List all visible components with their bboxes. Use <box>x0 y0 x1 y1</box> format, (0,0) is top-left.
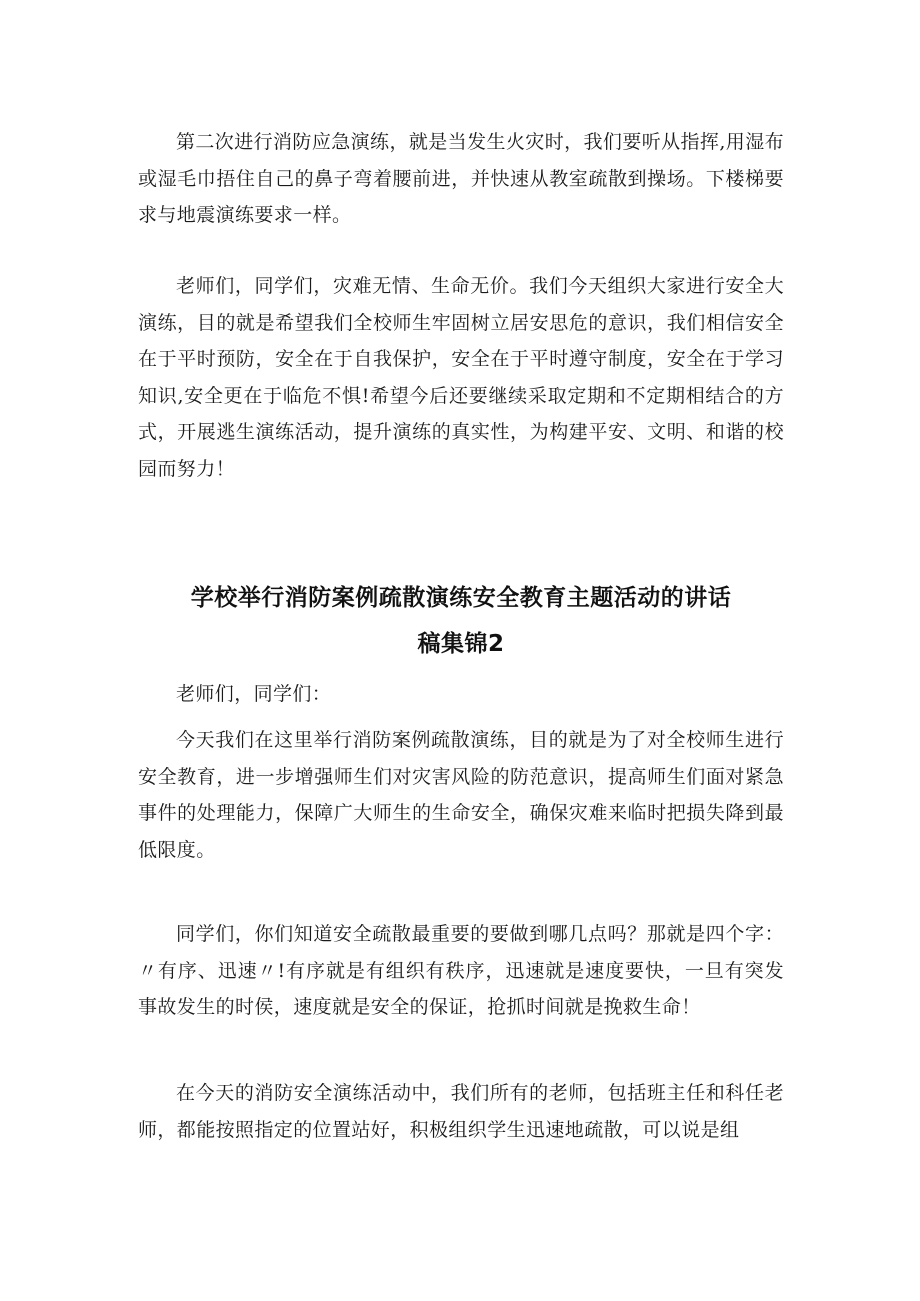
document-title-line1: 学校举行消防案例疏散演练安全教育主题活动的讲话 <box>190 585 732 611</box>
paragraph-teachers-role: 在今天的消防安全演练活动中，我们所有的老师，包括班主任和科任老师，都能按照指定的位置站好，积极组织学生迅速地疏散，可以说是组 <box>138 1082 784 1141</box>
document-title-line2: 稿集锦2 <box>417 631 505 657</box>
paragraph-fire-drill-instructions: 第二次进行消防应急演练，就是当发生火灾时，我们要听从指挥,用湿布或湿毛巾捂住自己的鼻子弯着腰前进，并快速从教室疏散到操场。下楼梯要求与地震演练要求一样。 <box>138 131 784 226</box>
paragraph-orderly-fast: 同学们，你们知道安全疏散最重要的要做到哪几点吗？那就是四个字：〃有序、迅速〃!有序就是有组织有秩序，迅速就是速度要快，一旦有突发事故发生的时侯，速度就是安全的保证，抢抓时间就是挽救生命！ <box>138 923 784 1018</box>
salutation: 老师们，同学们： <box>176 683 332 705</box>
paragraph-drill-purpose: 今天我们在这里举行消防案例疏散演练，目的就是为了对全校师生进行安全教育，进一步增强师生们对灾害风险的防范意识，提高师生们面对紧急事件的处理能力，保障广大师生的生命安全，确保灾难来临时把损失降到最低限度。 <box>138 729 784 861</box>
paragraph-safety-awareness: 老师们，同学们，灾难无情、生命无价。我们今天组织大家进行安全大演练，目的就是希望我们全校师生牢固树立居安思危的意识，我们相信安全在于平时预防，安全在于自我保护，安全在于平时遵守制度，安全在于学习知识,安全更在于临危不惧!希望今后还要继续采取定期和不定期相结合的方式，开展逃生演练活动，提升演练的真实性，为构建平安、文明、和谐的校园而努力！ <box>138 275 784 480</box>
